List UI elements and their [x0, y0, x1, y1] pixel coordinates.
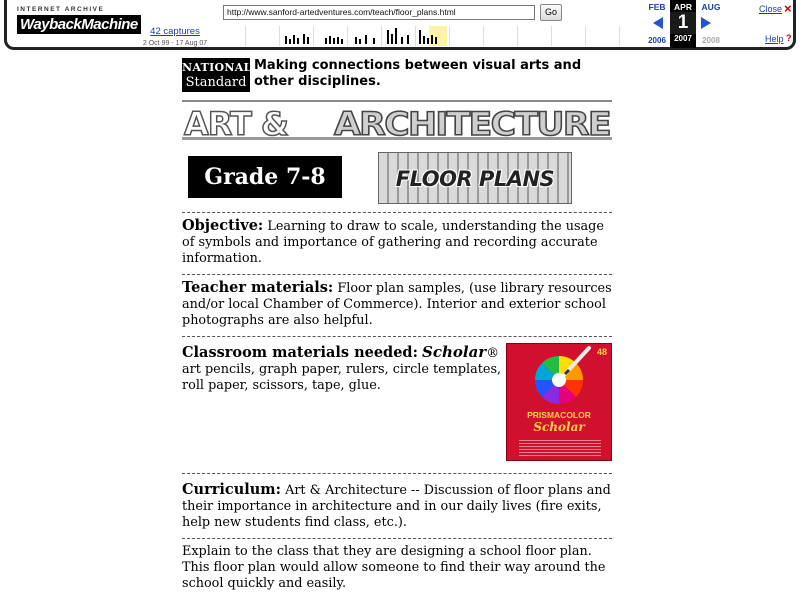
explain-text: Explain to the class that they are designing a school floor plan. This floor plan would allow someone to find their way around the school quickly and easily. — [182, 544, 606, 591]
go-button[interactable]: Go — [540, 4, 562, 21]
registered-mark: ® — [486, 346, 499, 361]
capture-tick — [387, 30, 389, 44]
capture-tick — [401, 37, 403, 44]
capture-tick — [435, 37, 437, 44]
capture-tick — [373, 38, 375, 44]
capture-tick — [423, 36, 425, 44]
capture-tick — [333, 38, 335, 44]
sparkline-gridline — [517, 26, 518, 46]
sparkline-gridline — [449, 26, 450, 46]
prev-year[interactable]: 2006 — [648, 36, 666, 45]
prev-capture-arrow-icon[interactable] — [653, 17, 663, 29]
floor-plans-text: FLOOR PLANS — [395, 167, 555, 191]
art-architecture-title — [182, 104, 612, 142]
fine-print — [519, 438, 601, 456]
curriculum-label: Curriculum: — [182, 481, 281, 498]
wayback-logo[interactable] — [17, 6, 138, 40]
capture-range: 2 Oct 99 - 17 Aug 07 — [142, 40, 208, 47]
teacher-materials-text: Floor plan samples, (use library resources and/or local Chamber of Commerce). Interior and exterior school photographs are also helpful. — [182, 281, 612, 328]
objective-section — [182, 213, 612, 274]
scholar-brand: Scholar — [422, 343, 487, 361]
curriculum-text: Art & Architecture -- Discussion of floor plans and their importance in architecture and in our daily lives (fire exits, help new students find class, etc.). — [182, 483, 611, 530]
capture-tick — [325, 38, 327, 44]
explain-section — [182, 539, 612, 599]
capture-tick — [395, 28, 397, 44]
prismacolor-brand: PRISMACOLOR — [527, 410, 591, 420]
help-icon[interactable]: ? — [786, 33, 792, 43]
objective-text: Learning to draw to scale, understanding the usage of symbols and importance of gathering and recording accurate information. — [182, 219, 604, 266]
logo-top-text: INTERNET ARCHIVE — [17, 6, 105, 13]
next-capture-arrow-icon[interactable] — [701, 17, 711, 29]
capture-tick — [307, 37, 309, 44]
close-link[interactable]: Close — [759, 4, 783, 14]
url-input[interactable]: http://www.sanford-artedventures.com/teach/floor_plans.html — [223, 5, 535, 20]
prismacolor-line: Scholar — [533, 420, 585, 434]
capture-tick — [365, 35, 367, 44]
sparkline-gridline — [483, 26, 484, 46]
close-icon[interactable]: × — [784, 1, 792, 16]
sparkline-gridline — [415, 26, 416, 46]
national-standard-line2: Standard — [185, 75, 247, 90]
next-year: 2008 — [702, 36, 720, 45]
floor-plans-banner — [378, 152, 572, 204]
capture-tick — [341, 39, 343, 44]
national-standard-row — [182, 58, 612, 92]
title-top-rule — [182, 100, 612, 102]
next-month[interactable]: AUG — [701, 2, 721, 12]
sparkline-gridline — [279, 26, 280, 46]
sparkline-gridline — [551, 26, 552, 46]
lesson-content — [182, 58, 612, 599]
captures-info — [137, 26, 213, 47]
capture-tick — [337, 37, 339, 44]
current-month: APR — [674, 2, 692, 12]
current-capture — [670, 0, 696, 48]
wayback-toolbar — [4, 0, 796, 50]
pencil-count: 48 — [596, 347, 607, 357]
capture-tick — [303, 34, 305, 44]
classroom-materials-block — [182, 344, 502, 394]
national-standard-line1: NATIONAL — [182, 61, 252, 74]
classroom-materials-label: Classroom materials needed: — [182, 344, 418, 361]
current-day: 1 — [670, 12, 696, 34]
title-part2: ARCHITECTURE — [334, 105, 610, 142]
help-link[interactable]: Help — [765, 34, 784, 44]
teacher-materials-section — [182, 275, 612, 336]
capture-tick — [297, 38, 299, 44]
title-part1: ART & — [184, 105, 288, 142]
grade-label: Grade 7-8 — [188, 156, 342, 198]
capture-tick — [289, 39, 291, 44]
capture-tick — [419, 30, 421, 44]
teacher-materials-label: Teacher materials: — [182, 279, 334, 296]
classroom-materials-section — [182, 337, 612, 473]
capture-tick — [285, 36, 287, 44]
classroom-materials-text: art pencils, graph paper, rulers, circle templates, roll paper, scissors, tape, glue. — [182, 362, 502, 393]
grade-row — [182, 152, 612, 212]
standard-text: Making connections between visual arts and other disciplines. — [254, 58, 582, 89]
current-year: 2007 — [674, 34, 692, 43]
capture-tick — [293, 35, 295, 44]
capture-tick — [355, 37, 357, 44]
sparkline-gridline — [381, 26, 382, 46]
sparkline-gridline — [313, 26, 314, 46]
capture-tick — [391, 34, 393, 44]
prev-month[interactable]: FEB — [648, 2, 666, 12]
sparkline-gridline — [619, 26, 620, 46]
sparkline-gridline — [585, 26, 586, 46]
capture-tick — [427, 38, 429, 44]
prismacolor-scholar-image — [506, 343, 612, 461]
objective-label: Objective: — [182, 217, 264, 234]
logo-main-text: WaybackMachine — [17, 15, 141, 34]
capture-tick — [329, 36, 331, 44]
capture-tick — [359, 39, 361, 44]
capture-tick — [407, 35, 409, 44]
capture-tick — [431, 35, 433, 44]
curriculum-section — [182, 474, 612, 538]
capture-sparkline[interactable] — [223, 26, 643, 46]
sparkline-gridline — [347, 26, 348, 46]
captures-link[interactable]: 42 captures — [150, 26, 200, 37]
national-standard-badge — [182, 58, 250, 92]
sparkline-gridline — [245, 26, 246, 46]
